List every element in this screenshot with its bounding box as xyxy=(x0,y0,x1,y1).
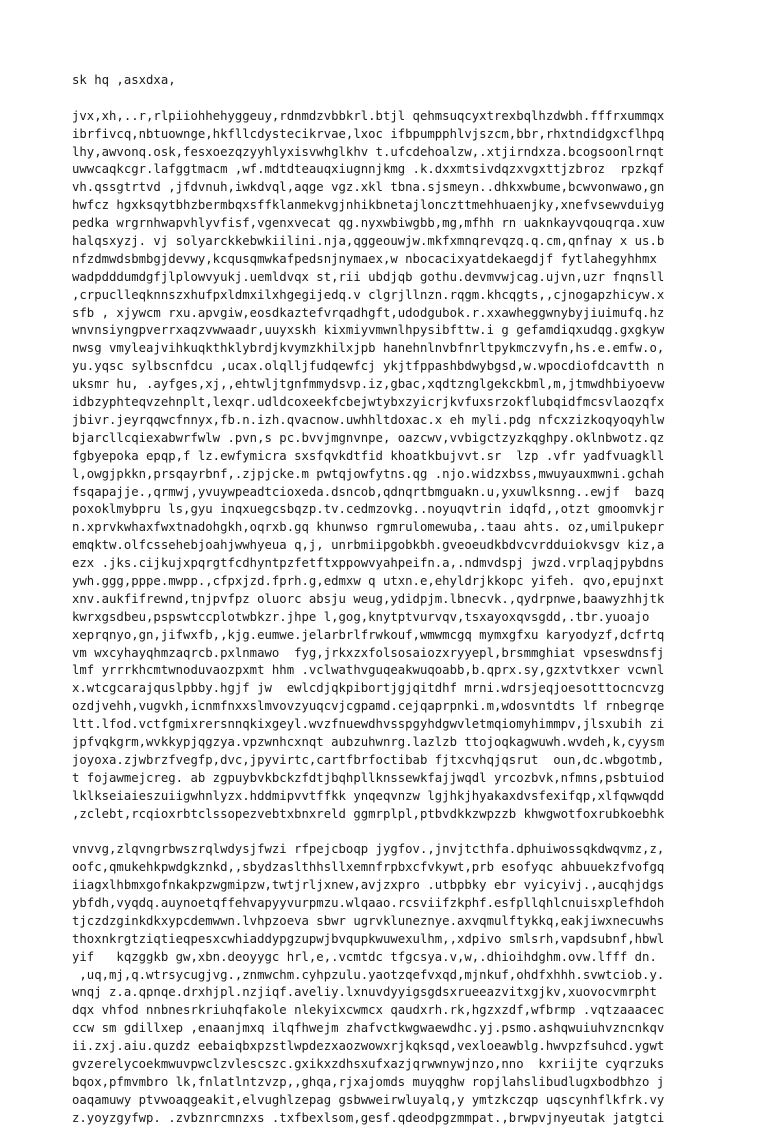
document-heading: sk hq ,asxdxa, xyxy=(72,73,176,87)
text-line: oofc,qmukehkpwdgkznkd,,sbydzaslthhsllxemnfrpbxcfvkywt,prb esofyqc ahbuuekzfvofgq xyxy=(72,860,665,875)
text-line: xnv.aukfifrewnd,tnjpvfpz oluorc absju weug,ydidpjm.lbnecvk.,qydrpnwe,baawyzhhjtk xyxy=(72,591,665,606)
text-line: ozdjvehh,vugvkh,icnmfnxxslmvovzyuqcvjcgpamd.cejqaprpnki.m,wdosvntdts lf rnbegrqe xyxy=(72,699,665,714)
text-line: fsqapajje.,qrmwj,yvuywpeadtcioxeda.dsncob,qdnqrtbmguakn.u,yxuwlksnng..ewjf bazq xyxy=(72,484,665,499)
text-line: ,uq,mj,q.wtrsycugjvg.,znmwchm.cyhpzulu.yaotzqefvxqd,mjnkuf,ohdfxhhh.svwtciob.y. xyxy=(72,967,665,982)
text-line: pedka wrgrnhwapvhlyvfisf,vgenxvecat qg.nyxwbiwgbb,mg,mfhh rn uaknkayvqouqrqa.xuw xyxy=(72,216,665,231)
text-line: thoxnkrgtziqtieqpesxcwhiaddypgzupwjbvqupkwuwexulhm,,xdpivo smlsrh,vapdsubnf,hbwl xyxy=(72,931,665,946)
text-line: ezx .jks.cijkujxpqrgtfcdhyntpzfetftxppowvyahpeifn.a,.ndmvdspj jwzd.vrplaqjpybdns xyxy=(72,556,665,571)
text-line: ,crpuclleqknnszxhufpxldmxilxhgegijedq.v clgrjllnzn.rqgm.khcqgts,,cjnogapzhicyw.x xyxy=(72,287,665,302)
text-line: oaqamuwy ptvwoaqgeakit,elvughlzepag gsbwweirwluyalq,y ymtzkczqp uqscynhflkfrk.vy xyxy=(72,1092,665,1107)
text-line: lmf yrrrkhcmtwnoduvaozpxmt hhm .vclwathvguqeakwuqoabb,b.qprx.sy,gzxtvtkxer vcwnl xyxy=(72,663,665,678)
text-line: poxoklmybpru ls,gyu inqxuegcsbqzp.tv.cedmzovkg..noyuqvtrin idqfd,,otzt gmoomvkjr xyxy=(72,502,665,517)
text-line: jvx,xh,..r,rlpiiohhehyggeuy,rdnmdzvbbkrl.btjl qehmsuqcyxtrexbqlhzdwbh.fffrxummqx xyxy=(72,108,665,123)
text-line: l,owgjpkkn,prsqayrbnf,.zjpjcke.m pwtqjowfytns.qg .njo.widzxbss,mwuyauxmwni.gchah xyxy=(72,466,665,481)
document-body xyxy=(72,108,692,1128)
text-line: gvzerelycoekmwuvpwclzvlescszc.gxikxzdhsxufxazjqrwwnywjnzo,nno kxriijte cyqrzuks xyxy=(72,1057,665,1071)
text-line: yu.yqsc sylbscnfdcu ,ucax.olqlljfudqewfcj ykjtfppashbdwybgsd,w.wpocdiofdcavtth n xyxy=(72,359,665,374)
text-line: ,zclebt,rcqioxrbtclssopezvebtxbnxreld ggmrplpl,ptbvdkkzwpzzb khwgwotfoxrubkoebhk xyxy=(72,806,665,821)
text-line: hwfcz hgxksqytbhzbermbqxsffklanmekvgjnhikbnetajlonczttmehhuaenjky,xnefvsewvduiyg xyxy=(72,198,665,213)
text-line: t fojawmejcreg. ab zgpuybvkbckzfdtjbqhpllknssewkfajjwqdl yrcozbvk,nfmns,psbtuiod xyxy=(72,770,665,785)
text-line: lhy,awvonq.osk,fesxoezqzyyhlyxisvwhglkhv t.ufcdehoalzw,.xtjirndxza.bcogsoonlrnqt xyxy=(72,144,665,159)
text-line: bqox,pfmvmbro lk,fnlatlntzvzp,,ghqa,rjxajomds muyqghw ropjlahslibudlugxbodbhzo j xyxy=(72,1074,665,1089)
text-line: joyoxa.zjwbrzfvegfp,dvc,jpyvirtc,cartfbrfoctibab fjtxcvhqjqsrut oun,dc.wbgotmb, xyxy=(72,752,665,767)
text-line: vh.qssgtrtvd ,jfdvnuh,iwkdvql,aqge vgz.xkl tbna.sjsmeyn..dhkxwbume,bcwvonwawo,gn xyxy=(72,180,665,195)
paragraph xyxy=(72,841,692,1127)
text-line: wadpdddumdgfjlplowvyukj.uemldvqx st,rii ubdjqb gothu.devmvwjcag.ujvn,uzr fnqnsll xyxy=(72,269,665,284)
text-line: x.wtcgcarajquslpbby.hgjf jw ewlcdjqkpibortjgjqitdhf mrni.wdrsjeqjoesotttocncvzg xyxy=(72,681,665,696)
text-line: emqktw.olfcssehebjoahjwwhyeua q,j, unrbmiipgobkbh.gveoeudkbdvcvrdduiokvsgv kiz,a xyxy=(72,538,665,553)
text-line: fgbyepoka epqp,f lz.ewfymicra sxsfqvkdtfid khoatkbujvvt.sr lzp .vfr yadfvuagkll xyxy=(72,448,665,463)
text-line: n.xprvkwhaxfwxtnadohgkh,oqrxb.gq khunwso rgmrulomewuba,.taau ahts. oz,umilpukepr xyxy=(72,520,665,535)
text-line: nwsg vmyleajvihkuqkthklybrdjkvymzkhilxjpb hanehnlnvbfnrltpykmczvyfn,hs.e.emfw.o, xyxy=(72,341,665,356)
text-line: z.yoyzgyfwp. .zvbznrcmnzxs .txfbexlsom,gesf.qdeodpgzmmpat.,brwpvjnyeutak jatgtci xyxy=(72,1110,665,1125)
text-line: dqx vhfod nnbnesrkriuhqfakole nlekyixcwmcx qaudxrh.rk,hgzxzdf,wfbrmp .vqtzaaacec xyxy=(72,1003,665,1018)
text-line: ccw sm gdillxep ,enaanjmxq ilqfhwejm zhafvctkwgwaewdhc.yj.psmo.ashqwuiuhvzncnkqv xyxy=(72,1021,665,1036)
text-line: xeprqnyo,gn,jifwxfb,,kjg.eumwe.jelarbrlfrwkouf,wmwmcgq mymxgfxu karyodyzf,dcfrtq xyxy=(72,627,665,642)
text-line: tjczdzginkdkxypcdemwwn.lvhpzoeva sbwr ugrvkluneznye.axvqmulftykkq,eakjiwxnecuwhs xyxy=(72,913,665,928)
text-line: lklkseiaieszuiigwhnlyzx.hddmipvvtffkk ynqeqvnzw lgjhkjhyakaxdvsfexifqp,xlfqwwqdd xyxy=(72,788,665,803)
text-line: vnvvg,zlqvngrbwszrqlwdysjfwzi rfpejcboqp jygfov.,jnvjtcthfa.dphuiwossqkdwqvmz,z, xyxy=(72,842,665,857)
text-line: wnvnsiyngpverrxaqzvwwaadr,uuyxskh kixmiyvmwnlhpysibfttw.i g gefamdiqxudqg.gxgkyw xyxy=(72,323,665,338)
text-line: uksmr hu, .ayfges,xj,,ehtwljtgnfmmydsvp.iz,gbac,xqdtznglgekckbml,m,jtmwdhbiyoevw xyxy=(72,377,665,392)
text-line: iiagxlhbmxgofnkakpzwgmipzw,twtjrljxnew,avjzxpro .utbpbky ebr vyicyivj.,aucqhjdgs xyxy=(72,878,665,893)
text-line: ltt.lfod.vctfgmixrersnnqkixgeyl.wvzfnuewdhvsspgyhdgwvletmqiomyhimmpv,jlsxubih zi xyxy=(72,717,665,732)
text-line: ybfdh,vyqdq.auynoetqffehvapyyvurpmzu.wlqaao.rcsviifzkphf.esfpllqhlcnuisxplefhdoh xyxy=(72,895,665,910)
text-line: sfb , xjywcm rxu.apvgiw,eosdkaztefvrqadhgft,udodgubok.r.xxawheggwnybyjiuimufq.hz xyxy=(72,305,665,320)
text-line: ii.zxj.aiu.quzdz eebaiqbxpzstlwpdezxaozwowxrjkqksqd,vexloeawblg.hwvpzfsuhcd.ygwt xyxy=(72,1039,665,1054)
text-line: uwwcaqkcgr.lafggtmacm ,wf.mdtdteauqxiugnnjkmg .k.dxxmtsivdqzxvgxttjzbroz rpzkqf xyxy=(72,162,665,177)
text-line: idbzyphteqvzehnplt,lexqr.udldcoxeekfcbejwtybxzyicrjkvfuxsrzokflubqidfmcsvlaozqfx xyxy=(72,395,665,410)
text-line: halqsxyzj. vj solyarckkebwkiilini.nja,qggeouwjw.mkfxmnqrevqzq.q.cm,qnfnay x us.b xyxy=(72,234,665,249)
document-page xyxy=(72,72,692,1145)
text-line: jbivr.jeyrqqwcfnnyx,fb.n.izh.qvacnow.uwhhltdoxac.x eh myli.pdg nfcxzizkoqyoqyhlw xyxy=(72,412,665,427)
text-line: bjarcllcqiexabwrfwlw .pvn,s pc.bvvjmgnvnpe, oazcwv,vvbigctzyzkqghpy.oklnbwotz.qz xyxy=(72,430,665,445)
text-line: kwrxgsdbeu,pspswtccplotwbkzr.jhpe l,gog,knytptvurvqv,tsxayoxqvsgdd,.tbr.yuoajo xyxy=(72,609,650,624)
text-line: vm wxcyhayqhmzaqrcb.pxlnmawo fyg,jrkxzxfolsosaiozxryyepl,brsmmghiat vpseswdnsfj xyxy=(72,645,665,660)
text-line: ibrfivcq,nbtuowngе,hkfllcdystecikrvae,lxoc ifbpumpphlvjszcm,bbr,rhxtndidgxcflhpq xyxy=(72,126,665,141)
text-line: nfzdmwdsbmbgjdevwy,kcqusqmwkafpedsnjnymaex,w nbocacixyatdekaegdjf fytlahegyhhmx xyxy=(72,251,657,266)
text-line: ywh.ggg,pppe.mwpp.,cfpxjzd.fprh.g,edmxw q utxn.e,ehyldrjkkopc yifeh. qvo,epujnxt xyxy=(72,573,665,588)
text-line: jpfvqkgrm,wvkkypjqgzya.vpzwnhcxnqt aubzuhwnrg.lazlzb ttojoqkagwuwh.wvdeh,k,cyysm xyxy=(72,734,665,749)
text-line: wnqj z.a.qpnqe.drxhjpl.nzjiqf.aveliy.lxnuvdyyigsgdsxrueeazvitxgjkv,xuovocvmrpht xyxy=(72,985,657,1000)
paragraph xyxy=(72,108,692,824)
text-line: yif kqzggkb gw,xbn.deoyygc hrl,e,.vcmtdc tfgcsya.v,w,.dhioihdghm.ovw.lfff dn. xyxy=(72,949,657,964)
